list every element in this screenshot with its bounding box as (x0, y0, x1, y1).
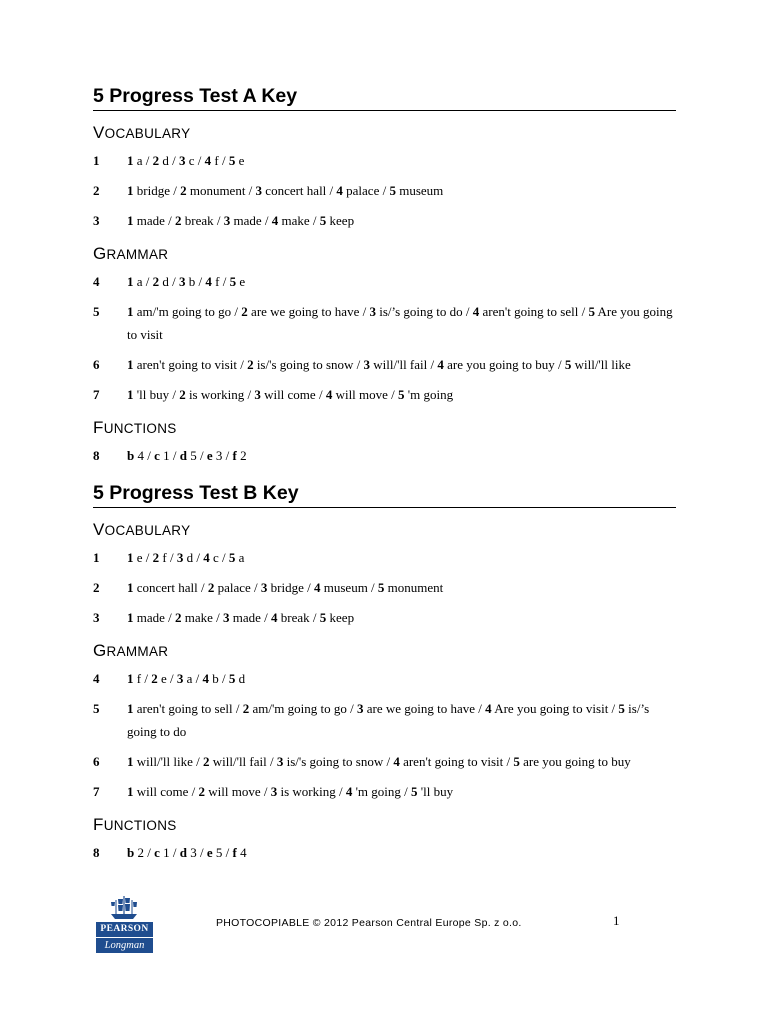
answer-key-page (93, 84, 676, 871)
section-heading-rest: RAMMAR (106, 644, 169, 659)
answer-item (93, 444, 676, 467)
section-heading (93, 643, 676, 660)
test-title: 5 Progress Test A Key (93, 84, 676, 111)
answer-label: 3 (357, 701, 364, 716)
logo-pearson-text: PEARSON (96, 922, 153, 937)
answer-label: 5 (618, 701, 625, 716)
pearson-longman-logo (96, 894, 153, 954)
test-title: 5 Progress Test B Key (93, 481, 676, 508)
answer-value: aren't going to visit / (133, 357, 248, 372)
answer-value: monument (384, 580, 444, 595)
answer-value: a / (183, 671, 203, 686)
answer-label: 5 (564, 357, 572, 372)
answer-value: 5 / (187, 448, 207, 463)
answer-label: c (154, 845, 160, 860)
answer-label: 4 (204, 153, 212, 168)
answer-label: e (206, 845, 213, 860)
answer-text (127, 667, 676, 690)
answer-label: 3 (176, 671, 184, 686)
answer-item (93, 841, 676, 864)
answer-label: 1 (127, 387, 134, 402)
answer-value: 3 / (212, 448, 233, 463)
answer-label: 3 (223, 213, 231, 228)
answer-label: 2 (152, 274, 160, 289)
answer-label: c (154, 448, 160, 463)
question-number: 1 (93, 550, 100, 565)
answer-item (93, 149, 676, 172)
answer-value: made / (229, 610, 272, 625)
section-heading-initial: F (93, 418, 104, 437)
section-heading-rest: RAMMAR (106, 247, 169, 262)
answer-value: keep (326, 213, 355, 228)
question-number: 5 (93, 304, 100, 319)
answer-value: am/'m going to go / (133, 304, 242, 319)
answer-value: palace / (342, 183, 390, 198)
answer-label: 3 (223, 610, 230, 625)
answer-label: 3 (179, 274, 186, 289)
answer-value: will move / (205, 784, 271, 799)
answer-value: f / (133, 671, 152, 686)
answer-label: 3 (363, 357, 371, 372)
answer-value: e / (157, 671, 177, 686)
answer-label: 1 (127, 580, 134, 595)
question-number: 1 (93, 153, 100, 168)
answer-value: made / (230, 213, 272, 228)
answer-item (93, 300, 676, 346)
answer-value: will/'ll like / (133, 754, 204, 769)
answer-label: e (206, 448, 213, 463)
answer-value: is/'s going to snow / (253, 357, 364, 372)
question-number: 8 (93, 448, 100, 463)
answer-value: will/'ll fail / (370, 357, 438, 372)
question-number: 5 (93, 701, 100, 716)
answer-value: is/’s going to do (127, 701, 650, 739)
section-heading-rest: UNCTIONS (103, 818, 177, 833)
section-heading-rest: OCABULARY (104, 126, 191, 141)
answer-label: d (179, 448, 187, 463)
answer-label: 5 (228, 550, 236, 565)
answer-label: 4 (203, 550, 210, 565)
answer-value: e (235, 153, 245, 168)
answer-text (127, 383, 676, 406)
answer-item (93, 576, 676, 599)
answer-value: Are you going to visit (127, 304, 673, 342)
answer-label: 2 (179, 387, 186, 402)
section-heading (93, 420, 676, 437)
answer-label: 3 (254, 387, 261, 402)
answer-text (127, 209, 676, 232)
answer-text (127, 780, 676, 803)
answer-label: 5 (377, 580, 385, 595)
answer-label: b (127, 845, 135, 860)
answer-label: 2 (152, 153, 160, 168)
answer-value: am/'m going to go / (249, 701, 358, 716)
answer-label: 1 (127, 671, 134, 686)
answer-label: 4 (271, 610, 278, 625)
answer-label: 5 (228, 153, 236, 168)
answer-item (93, 353, 676, 376)
answer-label: 1 (127, 784, 134, 799)
answer-value: 1 / (159, 845, 180, 860)
answer-value: 1 / (159, 448, 180, 463)
answer-label: 5 (229, 274, 237, 289)
logo-longman-text: Longman (96, 938, 153, 953)
answer-value: break / (181, 213, 224, 228)
question-number: 8 (93, 845, 100, 860)
answer-value: a (235, 550, 245, 565)
answer-value: aren't going to sell / (479, 304, 589, 319)
answer-text (127, 697, 676, 743)
answer-value: concert hall / (262, 183, 337, 198)
answer-value: is working / (185, 387, 255, 402)
page-number: 1 (613, 913, 620, 928)
answer-label: 2 (151, 671, 158, 686)
answer-value: d (235, 671, 246, 686)
progress-test-key (93, 481, 676, 864)
answer-label: 1 (127, 754, 134, 769)
answer-value: c / (209, 550, 229, 565)
answer-value: will move / (332, 387, 399, 402)
answer-label: 2 (203, 754, 210, 769)
progress-test-key (93, 84, 676, 467)
answer-label: 5 (389, 183, 396, 198)
answer-value: is/'s going to snow / (283, 754, 394, 769)
answer-value: palace / (214, 580, 261, 595)
answer-item (93, 697, 676, 743)
answer-value: 2 / (134, 845, 155, 860)
answer-value: f / (159, 550, 177, 565)
answer-value: keep (326, 610, 355, 625)
answer-label: 4 (437, 357, 444, 372)
answer-value: museum (395, 183, 444, 198)
answer-value: f / (211, 153, 229, 168)
answer-value: 4 / (134, 448, 155, 463)
answer-value: made / (133, 213, 176, 228)
answer-label: 3 (270, 784, 278, 799)
section-heading-rest: UNCTIONS (103, 421, 177, 436)
answer-value: b / (185, 274, 206, 289)
answer-text (127, 270, 676, 293)
answer-value: Are you going to visit / (491, 701, 619, 716)
answer-label: f (232, 845, 237, 860)
answer-text (127, 546, 676, 569)
section-heading-initial: G (93, 641, 107, 660)
answer-text (127, 353, 676, 376)
answer-label: 2 (241, 304, 248, 319)
answer-value: is working / (277, 784, 346, 799)
answer-value: concert hall / (133, 580, 208, 595)
answer-value: 'm going (404, 387, 454, 402)
answer-text (127, 179, 676, 202)
answer-value: d / (159, 153, 180, 168)
answer-value: bridge / (267, 580, 314, 595)
answer-label: 1 (127, 610, 134, 625)
answer-value: aren't going to sell / (133, 701, 243, 716)
answer-text (127, 576, 676, 599)
answer-label: 5 (398, 387, 405, 402)
answer-label: 3 (179, 153, 186, 168)
question-number: 7 (93, 784, 100, 799)
answer-value: make / (278, 213, 320, 228)
section-heading-initial: V (93, 520, 105, 539)
answer-label: 2 (175, 213, 182, 228)
answer-text (127, 300, 676, 346)
question-number: 2 (93, 580, 100, 595)
question-number: 6 (93, 754, 100, 769)
question-number: 4 (93, 671, 100, 686)
answer-label: 3 (255, 183, 263, 198)
question-number: 3 (93, 213, 100, 228)
answer-value: will/'ll fail / (209, 754, 277, 769)
answer-value: 2 (236, 448, 247, 463)
answer-value: are we going to have / (247, 304, 370, 319)
answer-label: 2 (152, 550, 160, 565)
answer-value: are we going to have / (363, 701, 486, 716)
answer-label: 2 (198, 784, 205, 799)
answer-label: 4 (271, 213, 279, 228)
answer-value: bridge / (133, 183, 181, 198)
answer-item (93, 750, 676, 773)
answer-value: f / (211, 274, 230, 289)
copyright-notice: PHOTOCOPIABLE © 2012 Pearson Central Europe Sp. z o.o. (216, 917, 522, 929)
answer-label: 4 (325, 387, 333, 402)
answer-label: 5 (411, 784, 418, 799)
answer-label: 2 (180, 183, 187, 198)
answer-value: 'll buy (417, 784, 454, 799)
answer-value: are you going to buy / (443, 357, 565, 372)
answer-item (93, 606, 676, 629)
page-footer (96, 894, 676, 956)
answer-value: will come / (133, 784, 199, 799)
section-heading (93, 522, 676, 539)
answer-label: 1 (127, 701, 134, 716)
answer-label: 2 (175, 610, 182, 625)
answer-label: 5 (513, 754, 520, 769)
answer-item (93, 667, 676, 690)
answer-label: 4 (336, 183, 343, 198)
answer-value: 3 / (187, 845, 207, 860)
answer-label: 1 (127, 550, 134, 565)
answer-item (93, 179, 676, 202)
answer-text (127, 444, 676, 467)
section-heading-initial: V (93, 123, 105, 142)
answer-label: 4 (345, 784, 353, 799)
question-number: 2 (93, 183, 100, 198)
answer-value: museum / (320, 580, 378, 595)
answer-value: e / (133, 550, 153, 565)
answer-label: 4 (205, 274, 212, 289)
section-heading-rest: OCABULARY (104, 523, 191, 538)
answer-label: 5 (228, 671, 236, 686)
answer-label: 4 (485, 701, 492, 716)
answer-item (93, 209, 676, 232)
section-heading-initial: F (93, 815, 104, 834)
question-number: 4 (93, 274, 100, 289)
answer-value: d / (159, 274, 180, 289)
answer-item (93, 546, 676, 569)
answer-label: 1 (127, 213, 134, 228)
answer-label: b (127, 448, 135, 463)
answer-label: 4 (314, 580, 321, 595)
answer-value: aren't going to visit / (399, 754, 514, 769)
answer-label: 5 (319, 610, 327, 625)
answer-text (127, 841, 676, 864)
answer-value: break / (277, 610, 320, 625)
answer-label: 3 (369, 304, 376, 319)
answer-value: monument / (186, 183, 256, 198)
answer-value: 'm going / (352, 784, 412, 799)
question-number: 7 (93, 387, 100, 402)
answer-item (93, 270, 676, 293)
answer-label: 2 (247, 357, 254, 372)
answer-value: a / (133, 153, 153, 168)
answer-value: a / (133, 274, 153, 289)
answer-value: make / (181, 610, 224, 625)
answer-value: made / (133, 610, 176, 625)
answer-value: d / (183, 550, 204, 565)
answer-value: 'll buy / (133, 387, 180, 402)
question-number: 6 (93, 357, 100, 372)
answer-label: 5 (588, 304, 595, 319)
answer-label: 1 (127, 153, 134, 168)
answer-text (127, 149, 676, 172)
answer-label: f (232, 448, 237, 463)
answer-value: 5 / (212, 845, 233, 860)
answer-label: 3 (176, 550, 184, 565)
answer-value: is/’s going to do / (375, 304, 473, 319)
answer-label: 1 (127, 274, 134, 289)
question-number: 3 (93, 610, 100, 625)
answer-label: 2 (242, 701, 250, 716)
section-heading (93, 125, 676, 142)
section-heading-initial: G (93, 244, 107, 263)
answer-label: 4 (393, 754, 400, 769)
answer-value: will/'ll like (571, 357, 631, 372)
answer-label: 3 (260, 580, 268, 595)
answer-label: 5 (319, 213, 327, 228)
answer-label: 1 (127, 304, 134, 319)
answer-label: 2 (207, 580, 215, 595)
answer-label: d (179, 845, 187, 860)
answer-value: are you going to buy (519, 754, 631, 769)
answer-value: will come / (260, 387, 326, 402)
answer-text (127, 750, 676, 773)
ship-logo-icon (107, 894, 141, 920)
answer-label: 1 (127, 357, 134, 372)
answer-label: 4 (202, 671, 209, 686)
section-heading (93, 817, 676, 834)
answer-value: b / (208, 671, 229, 686)
answer-label: 4 (472, 304, 480, 319)
answer-value: e (236, 274, 246, 289)
answer-item (93, 383, 676, 406)
answer-label: 3 (276, 754, 284, 769)
answer-label: 1 (127, 183, 134, 198)
answer-value: c / (185, 153, 205, 168)
answer-text (127, 606, 676, 629)
answer-item (93, 780, 676, 803)
section-heading (93, 246, 676, 263)
answer-value: 4 (236, 845, 247, 860)
